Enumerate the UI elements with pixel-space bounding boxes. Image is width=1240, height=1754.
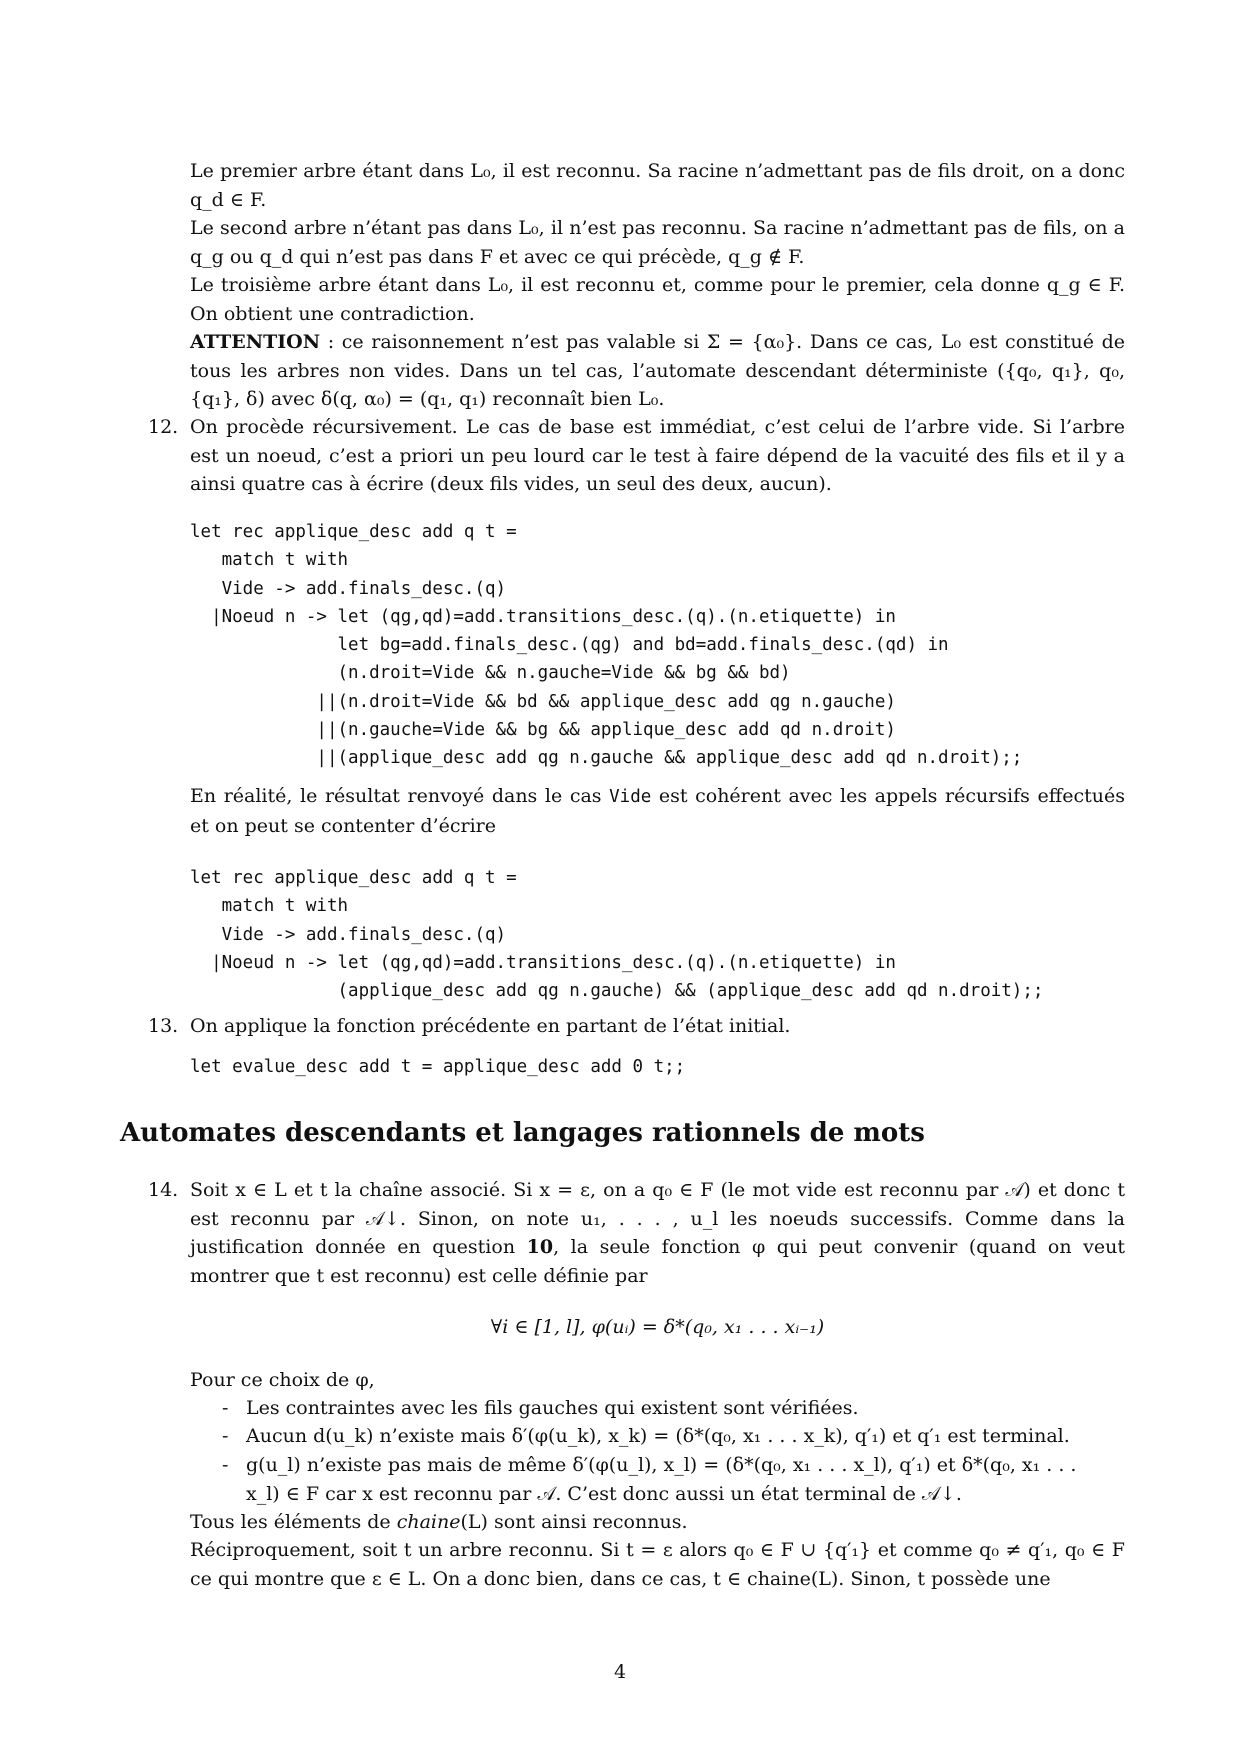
item-14-text-end: , la seule fonction φ qui peut convenir (quand on veut montrer que t est reconnu) est celle définie par bbox=[190, 1236, 1125, 1287]
code-block-applique-desc-full: let rec applique_desc add q t = match t with Vide -> add.finals_desc.(q) |Noeud n -> let (qg,qd)=add.transitions_desc.(q).(n.etiquette) in let bg=add.finals_desc.(qg) and bd=add.finals_desc.(qd) in (n.droit=Vide && n.gauche=Vide && bg && bd) ||(n.droit=Vide && bd && applique_desc add qg n.gauche) ||(n.gauche=Vide && bg && applique_desc add qd n.droit) ||(applique_desc add qg n.gauche && applique_desc add qd n.droit);; bbox=[190, 522, 1023, 769]
attention-text: : ce raisonnement n’est pas valable si Σ = {α₀}. Dans ce cas, L₀ est constitué de tous les arbres non vides. Dans un tel cas, l’automate descendant déterministe ({q₀, q₁}, q₀, {q₁}, δ) avec δ(q, α₀) = (q₁, q₁) reconnaît bien L₀. bbox=[190, 331, 1125, 410]
remark-text-start: En réalité, le résultat renvoyé dans le cas bbox=[190, 785, 610, 807]
paragraph-all-recognized bbox=[190, 1508, 1125, 1537]
chaine-function: chaine bbox=[396, 1511, 461, 1533]
bullet-dash: - bbox=[222, 1397, 229, 1419]
page-number: 4 bbox=[613, 1661, 627, 1683]
bullet-dash: - bbox=[222, 1454, 229, 1476]
bullet-text: g(u_l) n’existe pas mais de même δ′(φ(u_l), x_l) = (δ*(q₀, x₁ . . . x_l), q′₁) et δ*(q₀, x₁ . . . x_l) ∈ F car x est reconnu par 𝒜. C’est donc aussi un état terminal de 𝒜↓. bbox=[246, 1454, 1077, 1505]
item-13-text: On applique la fonction précédente en partant de l’état initial. bbox=[190, 1015, 791, 1037]
item-number-14: 14. bbox=[148, 1179, 179, 1201]
remark-text-end: est cohérent avec les appels récursifs effectués et on peut se contenter d’écrire bbox=[190, 785, 1125, 837]
paragraph-reciprocal: Réciproquement, soit t un arbre reconnu. Si t = ε alors q₀ ∈ F ∪ {q′₁} et comme q₀ ≠ q′₁, q₀ ∈ F ce qui montre que ε ∈ L. On a donc bien, dans ce cas, t ∈ chaine(L). Sinon, t possède une bbox=[190, 1539, 1125, 1590]
paragraph-first-tree: Le premier arbre étant dans L₀, il est reconnu. Sa racine n’admettant pas de fils droit, on a donc q_d ∈ F. bbox=[190, 160, 1125, 211]
item-14-text bbox=[190, 1176, 1125, 1290]
recognized-text-end: (L) sont ainsi reconnus. bbox=[460, 1511, 688, 1533]
display-formula: ∀i ∈ [1, l], φ(uᵢ) = δ*(q₀, x₁ . . . xᵢ₋₁) bbox=[490, 1316, 825, 1338]
item-14-text-start: Soit x ∈ L et t la chaîne associé. Si x = ε, on a q₀ ∈ F (le mot vide est reconnu par 𝒜) et donc t est reconnu par 𝒜↓. Sinon, on note u₁, . . . , u_l les noeuds successifs. Comme dans la justification donnée en question bbox=[190, 1179, 1125, 1258]
item-number-13: 13. bbox=[148, 1015, 179, 1037]
bullet-text: Aucun d(u_k) n’existe mais δ′(φ(u_k), x_k) = (δ*(q₀, x₁ . . . x_k), q′₁) et q′₁ est terminal. bbox=[246, 1425, 1070, 1447]
code-block-applique-desc-short: let rec applique_desc add q t = match t with Vide -> add.finals_desc.(q) |Noeud n -> let (qg,qd)=add.transitions_desc.(q).(n.etiquette) in (applique_desc add qg n.gauche) && (applique_desc add qd n.droit);; bbox=[190, 868, 1044, 1002]
paragraph-third-tree: Le troisième arbre étant dans L₀, il est reconnu et, comme pour le premier, cela donne q_g ∈ F. On obtient une contradiction. bbox=[190, 274, 1125, 325]
bullet-text: Les contraintes avec les fils gauches qui existent sont vérifiées. bbox=[246, 1397, 859, 1419]
question-reference: 10 bbox=[526, 1236, 554, 1258]
paragraph-choice-phi: Pour ce choix de φ, bbox=[190, 1369, 375, 1391]
attention-label: ATTENTION bbox=[190, 331, 321, 353]
recognized-text-start: Tous les éléments de bbox=[190, 1511, 397, 1533]
paragraph-remark-vide bbox=[190, 782, 1125, 840]
section-title: Automates descendants et langages rationnels de mots bbox=[120, 1118, 925, 1148]
code-block-evalue-desc: let evalue_desc add t = applique_desc add 0 t;; bbox=[190, 1057, 686, 1077]
bullet-dash: - bbox=[222, 1425, 229, 1447]
paragraph-attention bbox=[190, 328, 1125, 414]
inline-code-vide: Vide bbox=[609, 787, 652, 807]
item-12-text: On procède récursivement. Le cas de base est immédiat, c’est celui de l’arbre vide. Si l’arbre est un noeud, c’est a priori un peu lourd car le test à faire dépend de la vacuité des fils et il y a ainsi quatre cas à écrire (deux fils vides, un seul des deux, aucun). bbox=[190, 416, 1125, 495]
item-number-12: 12. bbox=[148, 416, 179, 438]
paragraph-second-tree: Le second arbre n’étant pas dans L₀, il n’est pas reconnu. Sa racine n’admettant pas de fils, on a q_g ou q_d qui n’est pas dans F et avec ce qui précède, q_g ∉ F. bbox=[190, 217, 1125, 268]
